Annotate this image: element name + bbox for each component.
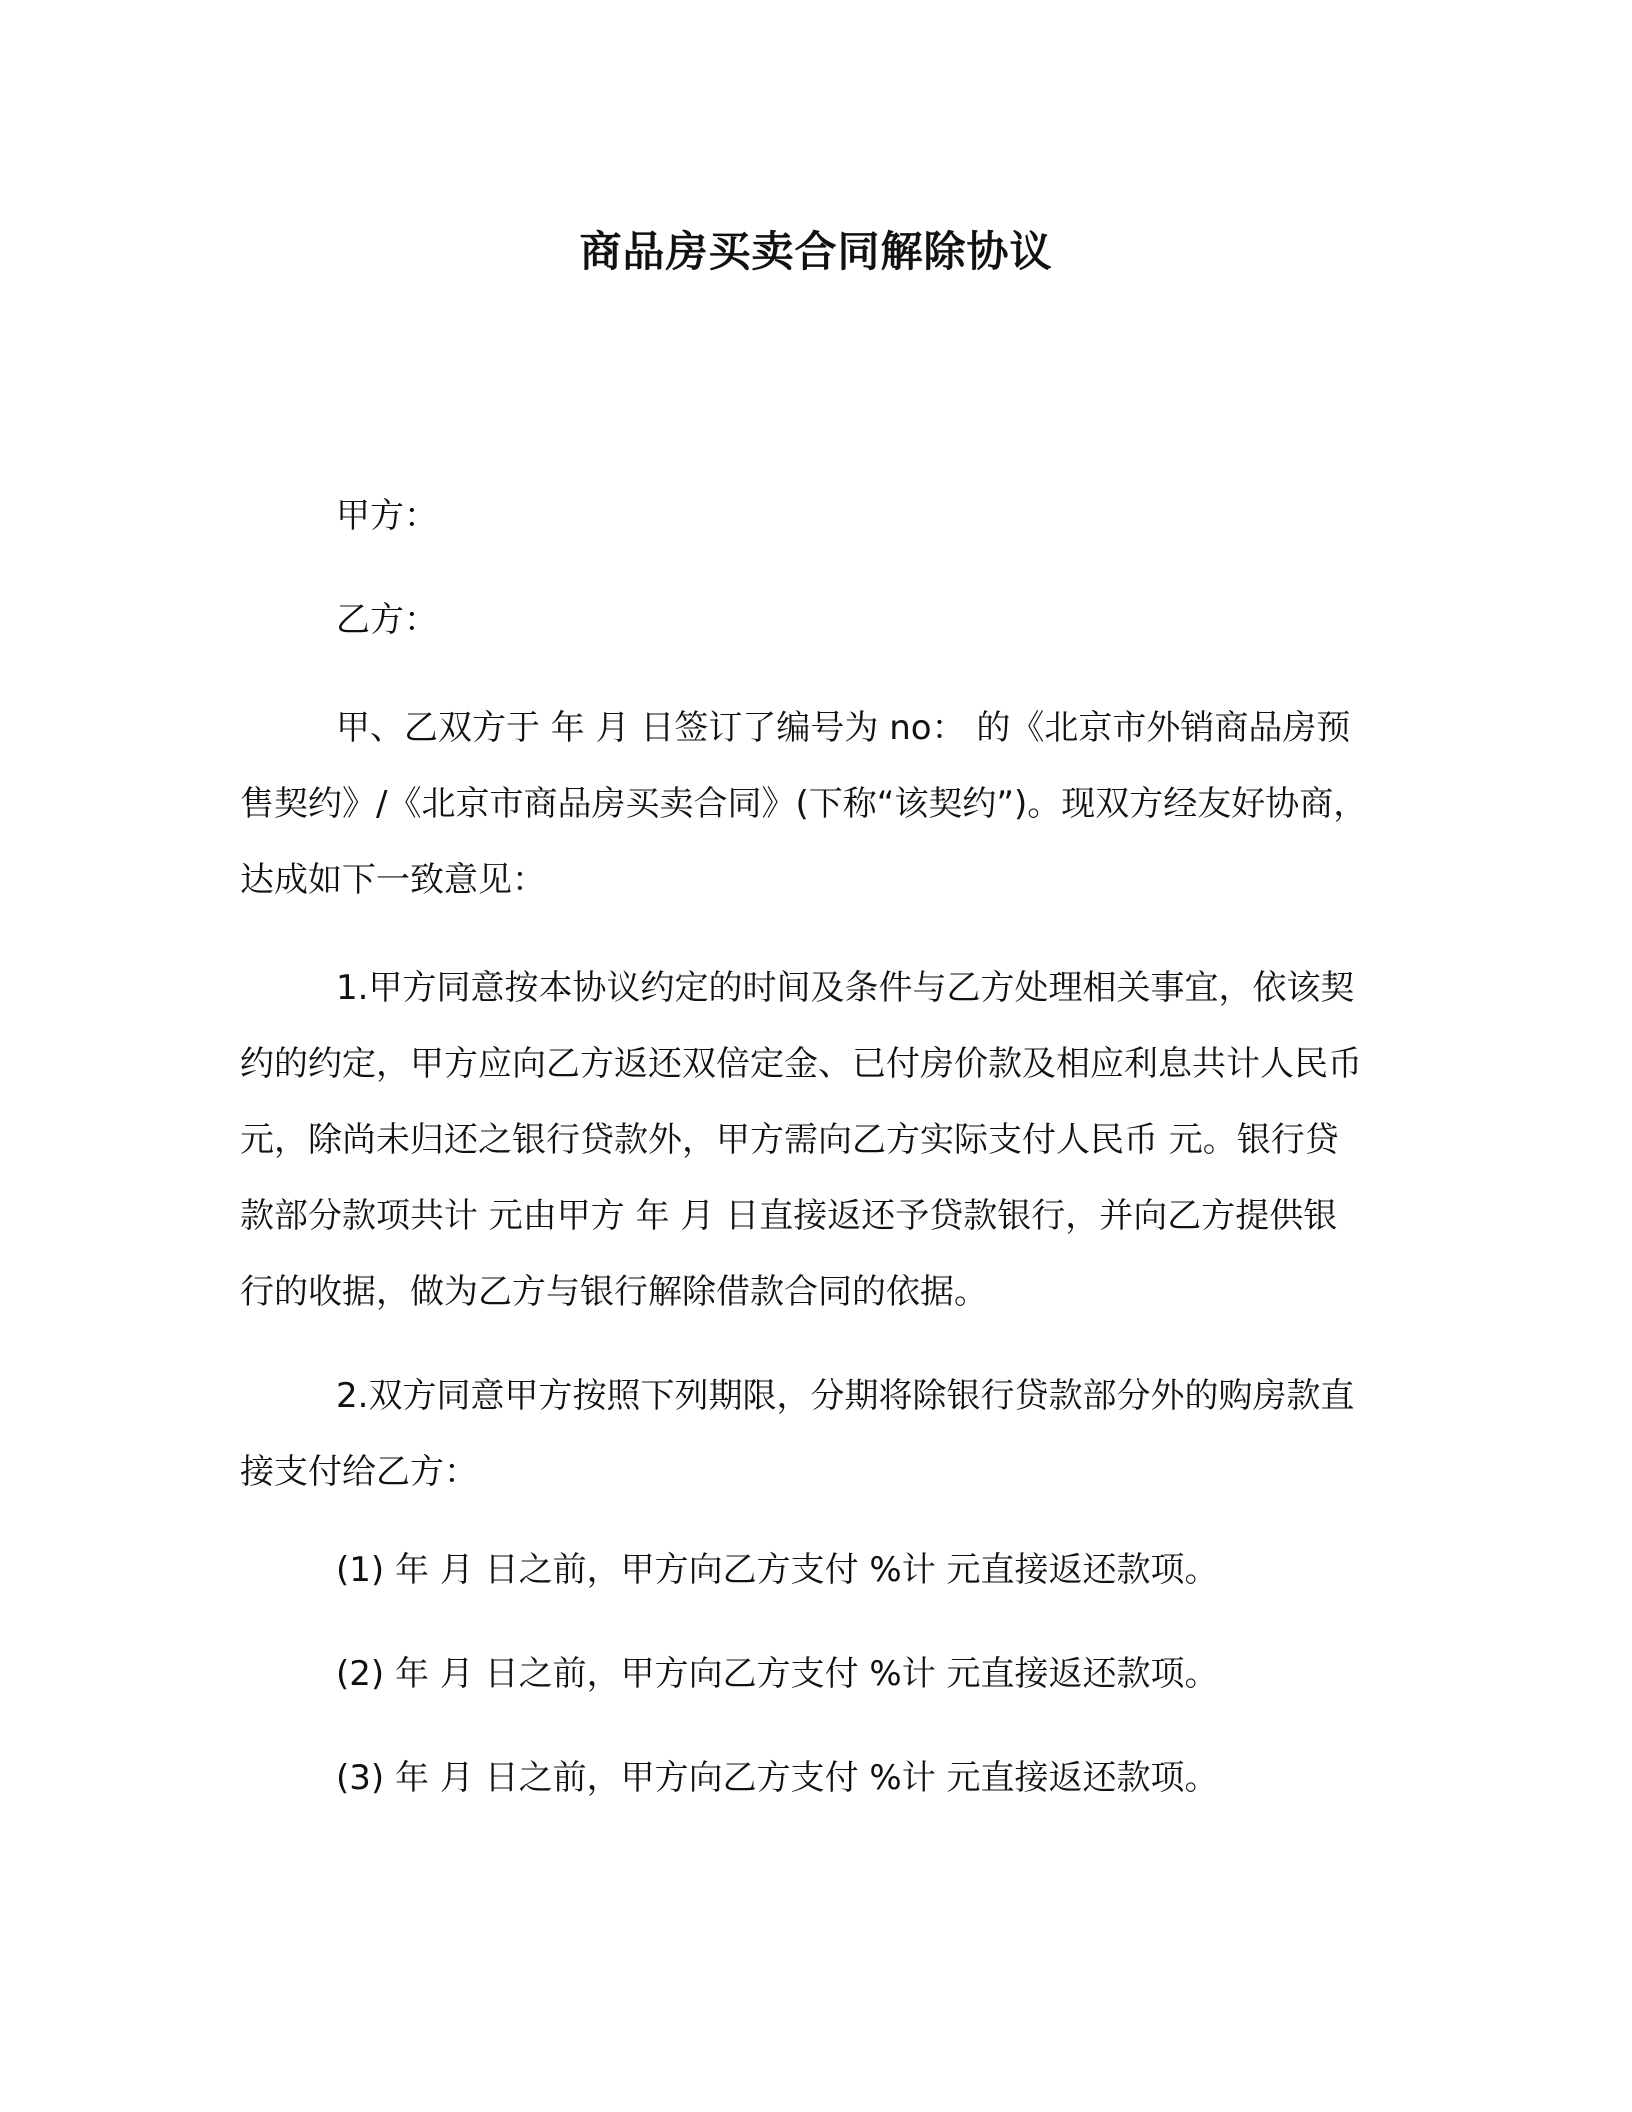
clause-1-paragraph: 1.甲方同意按本协议约定的时间及条件与乙方处理相关事宜，依该契约的约定，甲方应向乙方返还双倍定金、已付房价款及相应利息共计人民币 元，除尚未归还之银行贷款外，甲方需向乙方实际支付人民币 元。银行贷款部分款项共计 元由甲方 年 月 日直接返还予贷款银行，并向乙方提供银行的收据，做为乙方与银行解除借款合同的依据。 [240, 968, 1362, 1312]
installment-item-1: (1) 年 月 日之前，甲方向乙方支付 %计 元直接返还款项。 [336, 1550, 1219, 1590]
party-b-line: 乙方： [336, 600, 438, 640]
intro-paragraph: 甲、乙双方于 年 月 日签订了编号为 no： 的《北京市外销商品房预售契约》/《北京市商品房买卖合同》(下称“该契约”)。现双方经友好协商，达成如下一致意见： [240, 708, 1368, 900]
document-title: 商品房买卖合同解除协议 [579, 227, 1053, 276]
clause-2-paragraph: 2.双方同意甲方按照下列期限，分期将除银行贷款部分外的购房款直接支付给乙方： [240, 1376, 1355, 1492]
installment-item-3: (3) 年 月 日之前，甲方向乙方支付 %计 元直接返还款项。 [336, 1758, 1219, 1798]
installment-item-2: (2) 年 月 日之前，甲方向乙方支付 %计 元直接返还款项。 [336, 1654, 1219, 1694]
party-a-line: 甲方： [336, 496, 438, 536]
